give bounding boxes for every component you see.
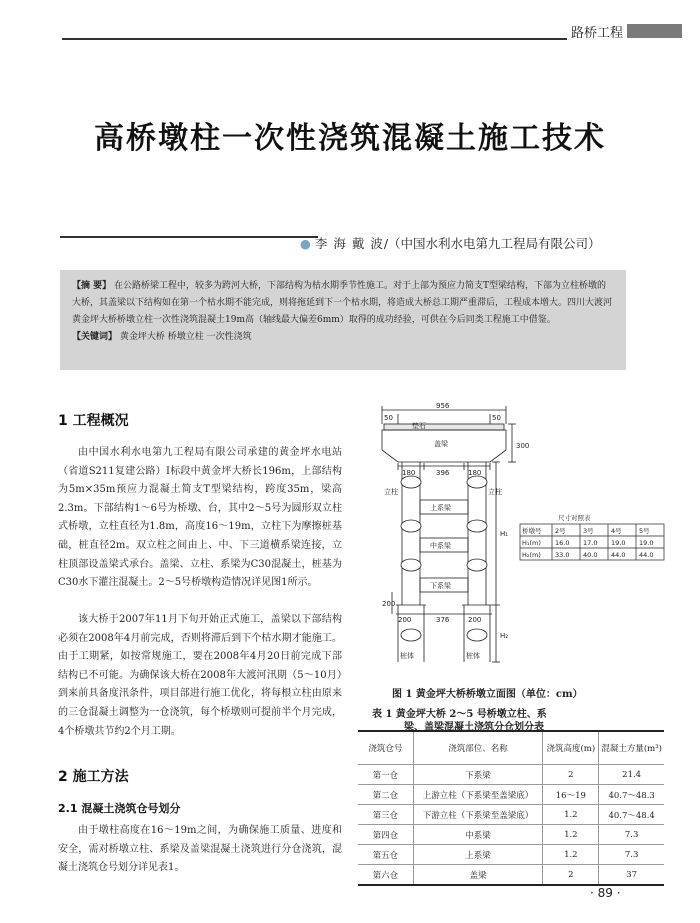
table-cell: 37 — [599, 865, 664, 886]
figure-1-pier-elevation — [368, 400, 668, 678]
author-line — [300, 234, 601, 252]
label-cap-beam: 盖梁 — [434, 440, 448, 448]
label-pile-right: 桩体 — [466, 652, 480, 660]
label-bottom-beam: 下系梁 — [430, 582, 451, 590]
label-mid-beam: 中系梁 — [430, 542, 451, 550]
table-1-header-cell: 混凝土方量(m³) — [599, 731, 664, 765]
table-1 — [358, 730, 664, 886]
keywords-line — [72, 329, 614, 346]
table-cell: 7.3 — [599, 845, 664, 865]
size-table-cell: H₁(m) — [522, 539, 541, 547]
abstract-text: 在公路桥梁工程中，较多为跨河大桥，下部结构为枯水期季节性施工。对于上部为预应力简支T型梁结构，下部为立柱桥墩的大桥，其盖梁以下结构如在第一个枯水期不能完成，则将拖延到下一个枯水期，将造成大桥总工期严重滞后，工程成本增大。四川大渡河黄金坪大桥桥墩立柱一次性浇筑混凝土19m高（轴线最大偏差6mm）取得的成功经验，可供在今后同类工程施工中借鉴。 — [72, 281, 613, 325]
keywords-label: 【关键词】 — [72, 332, 118, 342]
table-1-header-cell: 浇筑部位、名称 — [413, 731, 543, 765]
label-pad-stone: 垫石 — [412, 422, 426, 430]
table-cell: 40.7～48.3 — [599, 785, 664, 805]
abstract-body — [72, 278, 614, 329]
size-table-cell: 40.0 — [583, 551, 598, 559]
table-row — [358, 865, 664, 886]
size-table-cell: 16.0 — [555, 539, 570, 547]
size-table-cell: H₂(m) — [522, 551, 541, 559]
table-cell: 16～19 — [543, 785, 599, 805]
table-cell: 第五仓 — [358, 845, 413, 865]
label-pile-left: 桩体 — [400, 652, 414, 660]
table-cell: 下系梁 — [413, 765, 543, 785]
size-table-cell: 19.0 — [639, 539, 654, 547]
table-row — [358, 785, 664, 805]
section-heading-2: 2 施工方法 — [58, 769, 129, 785]
table-1-caption-line1: 表 1 黄金坪大桥 2～5 号桥墩立柱、系 — [372, 709, 547, 720]
header-gray-bar — [627, 24, 682, 38]
table-cell: 第四仓 — [358, 825, 413, 845]
table-cell: 下游立柱（下系梁至盖梁底） — [413, 805, 543, 825]
page-number: · 89 · — [590, 886, 621, 900]
size-table-cell: 17.0 — [583, 539, 598, 547]
author-name: 李 海 戴 波 — [314, 236, 384, 251]
dim-total: 956 — [436, 402, 450, 410]
dim-396: 396 — [436, 469, 450, 477]
table-cell: 1.2 — [543, 805, 599, 825]
header-rule — [62, 38, 567, 40]
keywords-text: 黄金坪大桥 桥墩立柱 一次性浇筑 — [119, 332, 252, 342]
table-1-header-cell: 浇筑仓号 — [358, 731, 413, 765]
table-cell: 上系梁 — [413, 845, 543, 865]
label-column-right: 立柱 — [488, 488, 502, 496]
table-1-caption-line2: 梁、盖梁混凝土浇筑分仓划分表 — [404, 722, 544, 733]
dim-200-left: 200 — [398, 616, 412, 624]
author-affiliation: /（中国水利水电第九工程局有限公司） — [383, 236, 601, 251]
size-table-cell: 44.0 — [639, 551, 654, 559]
table-1-header-row — [358, 731, 664, 765]
size-table-title: 尺寸对照表 — [558, 514, 591, 522]
table-cell: 2 — [543, 865, 599, 886]
table-cell: 第二仓 — [358, 785, 413, 805]
table-cell: 第六仓 — [358, 865, 413, 886]
dim-50-left: 50 — [384, 414, 393, 422]
table-cell: 上游立柱（下系梁至盖梁底） — [413, 785, 543, 805]
size-table-cell: 桥墩号 — [522, 527, 542, 535]
size-table-cell: 2号 — [555, 527, 566, 535]
dim-50-right: 50 — [492, 414, 501, 422]
size-table-cell: 4号 — [611, 527, 622, 535]
table-1-header-cell: 浇筑高度(m) — [543, 731, 599, 765]
section-heading-2-1: 2.1 混凝土浇筑仓号划分 — [58, 802, 181, 815]
dim-376: 376 — [436, 616, 450, 624]
label-column-left: 立柱 — [384, 488, 398, 496]
dim-300: 300 — [516, 442, 530, 450]
label-top-beam: 上系梁 — [430, 504, 451, 512]
table-row — [358, 825, 664, 845]
size-table-cell: 3号 — [583, 527, 594, 535]
figure-1-caption: 图 1 黄金坪大桥桥墩立面图（单位：cm） — [392, 689, 583, 700]
dim-180-left: 180 — [402, 469, 416, 477]
header-section-tag — [567, 22, 685, 40]
abstract-box — [60, 270, 626, 370]
paragraph-1: 由中国水利水电第九工程局有限公司承建的黄金坪水电站（省道S211复建公路）Ⅰ标段中黄金坪大桥长196m，上部结构为5m×35m预应力混凝土简支T型梁结构，跨度35m，梁高2.3m。下部结构1～6号为桥墩、台，其中2～5号为圆形双立柱式桥墩，立柱直径为1.8m，高度16～19m，立柱下为摩擦桩基础，桩直径2m。双立柱之间由上、中、下三道横系梁连接，立柱顶部设盖梁式承台。盖梁、立柱、系梁为C30混凝土，桩基为C30水下灌注混凝土。2～5号桥墩构造情况详见图1所示。 — [58, 447, 342, 589]
size-table-cell: 44.0 — [611, 551, 626, 559]
size-table-cell: 19.0 — [611, 539, 626, 547]
paper-title: 高桥墩柱一次性浇筑混凝土施工技术 — [94, 121, 606, 156]
table-cell: 中系梁 — [413, 825, 543, 845]
dim-200-right: 200 — [468, 616, 482, 624]
size-table-cell: 33.0 — [555, 551, 570, 559]
paragraph-3: 由于墩柱高度在16～19m之间，为确保施工质量、进度和安全，需对桥墩立柱、系梁及盖梁混凝土浇筑进行分仓浇筑，混凝土浇筑仓号划分详见表1。 — [58, 825, 342, 874]
author-bullet: ● — [300, 236, 311, 251]
table-row — [358, 805, 664, 825]
author-rule-left — [60, 236, 318, 238]
section-heading-1: 1 工程概况 — [58, 413, 129, 429]
table-cell: 7.3 — [599, 825, 664, 845]
table-cell: 2 — [543, 765, 599, 785]
dim-h2: H₂ — [500, 632, 509, 640]
table-row — [358, 765, 664, 785]
header-section-label: 路桥工程 — [571, 26, 624, 41]
paragraph-2: 该大桥于2007年11月下旬开始正式施工，盖梁以下部结构必须在2008年4月前完成，否则将滞后到下个枯水期才能施工。由于工期紧，如按常规施工，要在2008年4月20日前完成下部结构已不可能。为确保该大桥在2008年大渡河汛期（5～10月）到来前具备度汛条件，项目部进行施工优化，将每根立柱由原来的三仓混凝土调整为一仓浇筑，每个桥墩则可提前半个月完成，4个桥墩共节约2个月工期。 — [58, 614, 342, 737]
dim-180-right: 180 — [468, 469, 482, 477]
table-cell: 盖梁 — [413, 865, 543, 886]
size-table-cell: 5号 — [639, 527, 650, 535]
table-row — [358, 845, 664, 865]
dim-h1: H₁ — [500, 530, 509, 538]
abstract-label: 【摘 要】 — [72, 281, 112, 291]
table-cell: 21.4 — [599, 765, 664, 785]
table-cell: 第一仓 — [358, 765, 413, 785]
table-cell: 1.2 — [543, 825, 599, 845]
size-table-cells — [522, 526, 653, 559]
table-cell: 1.2 — [543, 845, 599, 865]
dim-200-vertical: 200 — [382, 600, 396, 608]
table-cell: 40.7～48.4 — [599, 805, 664, 825]
table-cell: 第三仓 — [358, 805, 413, 825]
